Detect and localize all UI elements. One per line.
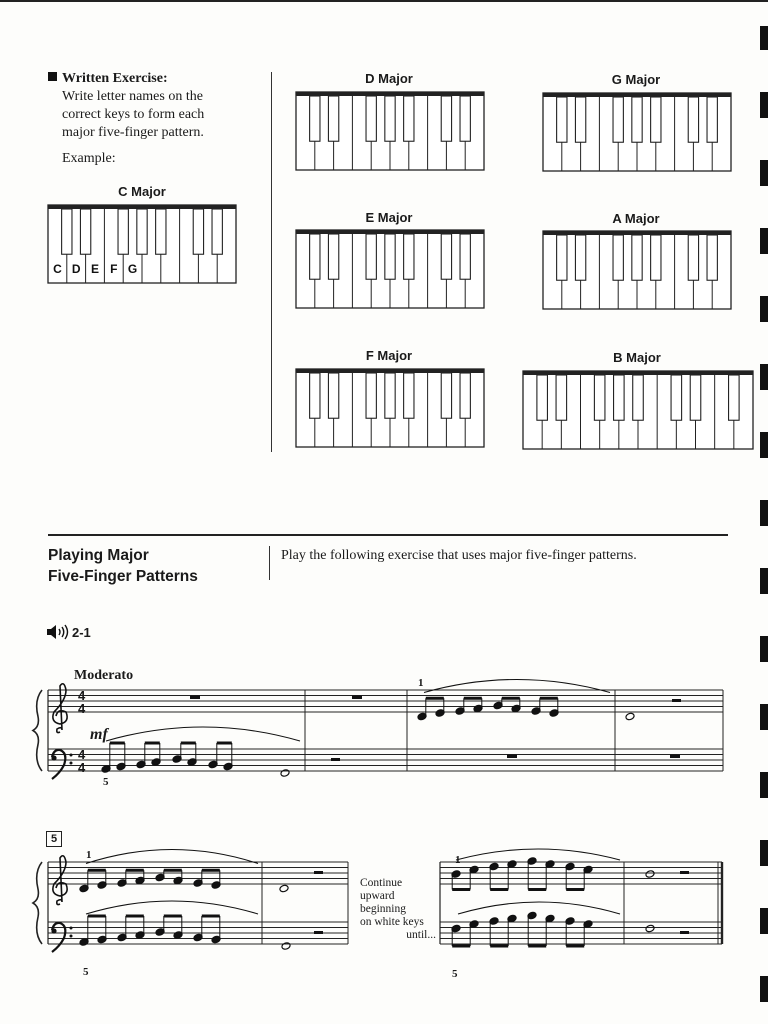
exercise-heading: Written Exercise: [62, 71, 168, 86]
keyboard-title-g-major: G Major [611, 72, 661, 87]
keyboard-title-a-major: A Major [612, 211, 660, 226]
example-key-label: E [90, 262, 100, 276]
exercise-line: correct keys to form each [62, 107, 205, 122]
example-key-label: C [53, 262, 62, 276]
beam [502, 697, 520, 700]
treble-clef [53, 684, 67, 733]
slur [424, 680, 610, 693]
fingering-bottom: 5 [83, 966, 89, 978]
fingering-top: 1 [86, 849, 92, 861]
fingering-bottom: 5 [452, 968, 458, 980]
time-signature-top-2: 4 [78, 747, 86, 762]
example-label: Example: [62, 151, 116, 166]
section-title-line: Five-Finger Patterns [48, 568, 198, 585]
whole-rest [352, 696, 362, 700]
half-rest [314, 871, 323, 874]
beam [202, 915, 220, 918]
bass-clef-dot [70, 762, 73, 765]
continue-instruction [360, 877, 438, 942]
whole-rest [190, 696, 200, 700]
keyboard-title-d-major: D Major [365, 71, 413, 86]
section-description: Play the following exercise that uses major five-finger patterns. [281, 548, 637, 563]
brace [33, 690, 42, 771]
section-title-line: Playing Major [48, 547, 149, 564]
beam [217, 742, 232, 745]
beam [88, 869, 106, 872]
example-keyboard-title: C Major [118, 184, 166, 199]
slur [456, 849, 620, 860]
measure-number: 5 [50, 833, 58, 845]
beam [164, 915, 182, 918]
measure-number-box [46, 831, 62, 847]
note-head [280, 769, 290, 778]
bass-clef-dot [51, 928, 56, 933]
note-head [645, 924, 655, 933]
beam [88, 915, 106, 918]
treble-clef [53, 856, 67, 905]
tempo-marking: Moderato [74, 668, 134, 683]
beam [426, 697, 444, 700]
exercise-line: Write letter names on the [62, 89, 203, 104]
beam [126, 869, 144, 872]
beam [181, 742, 196, 745]
fingering-top: 1 [418, 677, 424, 689]
half-rest [680, 871, 689, 874]
continue-line: on white keys [360, 916, 424, 928]
half-rest [672, 699, 681, 702]
beam [566, 945, 584, 948]
fingering-top: 1 [455, 854, 461, 866]
note-head [281, 942, 291, 951]
half-rest [680, 931, 689, 934]
whole-rest [507, 755, 517, 759]
bass-clef-dot [51, 755, 56, 760]
beam [528, 888, 546, 891]
beam [452, 888, 470, 891]
slur [458, 902, 620, 914]
continue-line: until... [406, 929, 436, 941]
keyboard-title-f-major: F Major [365, 348, 413, 363]
bass-clef-dot [70, 927, 73, 930]
bass-clef-dot [70, 754, 73, 757]
beam [464, 697, 482, 700]
beam [490, 945, 508, 948]
beam [528, 945, 546, 948]
beam [490, 888, 508, 891]
beam [566, 888, 584, 891]
beam [126, 915, 144, 918]
half-rest [314, 931, 323, 934]
beam [145, 742, 160, 745]
beam [110, 742, 125, 745]
continue-line: beginning [360, 903, 406, 915]
slur [86, 850, 258, 864]
track-number: 2-1 [72, 625, 91, 640]
exercise-line: major five-finger pattern. [62, 125, 204, 140]
time-signature-top-1: 4 [78, 688, 86, 703]
time-signature-bottom-1: 4 [78, 701, 86, 716]
example-key-label: G [127, 262, 138, 276]
example-key-label: F [110, 262, 118, 276]
half-rest [331, 758, 340, 761]
beam [540, 697, 558, 700]
example-key-label: D [71, 262, 81, 276]
keyboard-title-e-major: E Major [365, 210, 413, 225]
dynamic-marking: mf [90, 726, 108, 743]
beam [452, 945, 470, 948]
note-head [645, 870, 655, 879]
note-head [625, 712, 635, 721]
beam [202, 869, 220, 872]
fingering-bottom: 5 [103, 776, 109, 788]
continue-line: upward [360, 890, 395, 902]
slur [86, 901, 258, 914]
bass-clef-dot [70, 935, 73, 938]
time-signature-bottom-2: 4 [78, 760, 86, 775]
keyboard-title-b-major: B Major [613, 350, 661, 365]
continue-line: Continue [360, 877, 403, 889]
note-head [279, 884, 289, 893]
brace [33, 862, 42, 944]
beam [164, 869, 182, 872]
whole-rest [670, 755, 680, 759]
slur [106, 727, 300, 741]
